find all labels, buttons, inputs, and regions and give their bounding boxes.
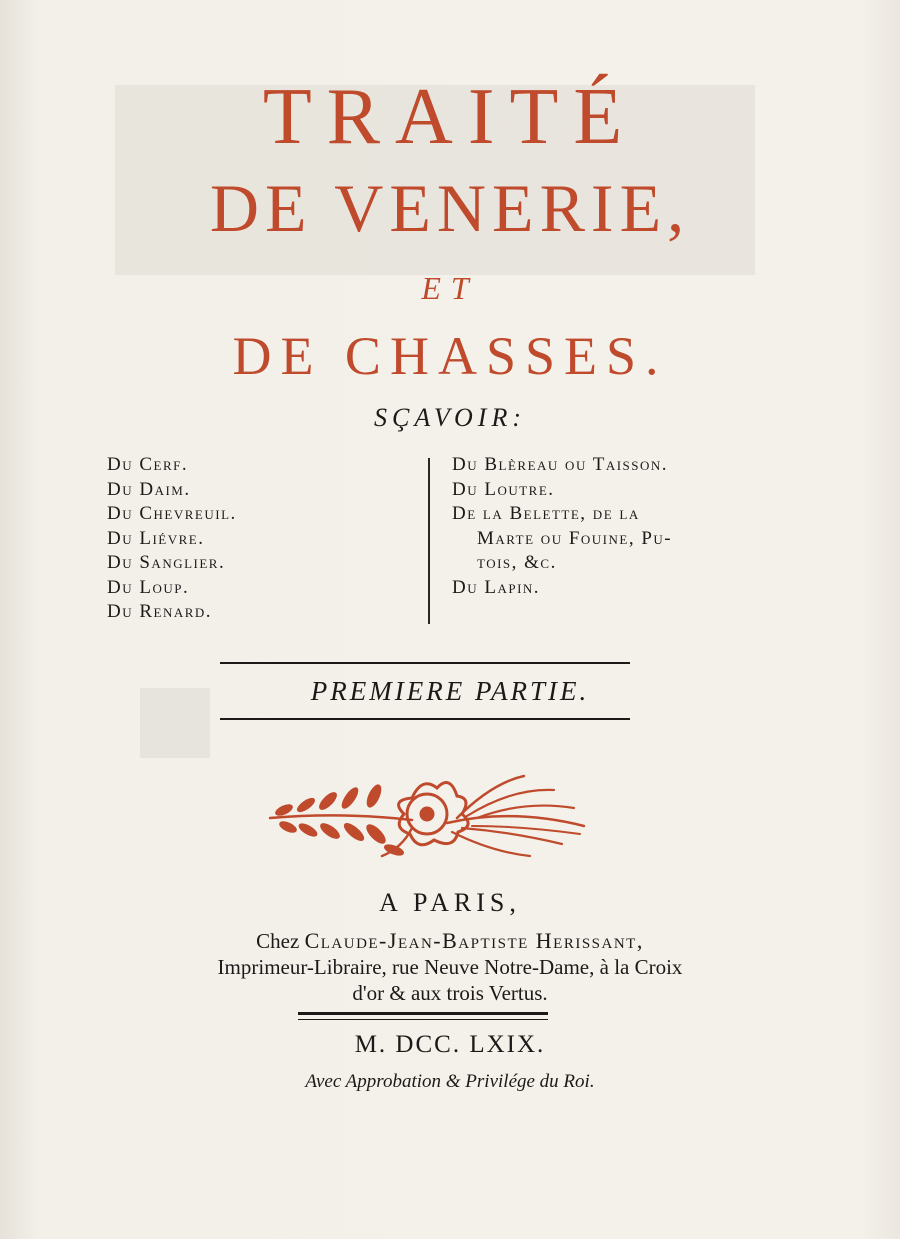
title-line-venerie: DE VENERIE, — [209, 170, 691, 246]
column-divider — [428, 458, 430, 624]
contents-item: Du Renard. — [107, 601, 213, 622]
imprint-line3: d'or & aux trois Vertus. — [352, 981, 548, 1005]
contents-item: Du Daim. — [107, 478, 191, 500]
contents-item: Du Blèreau ou Taisson. — [452, 454, 669, 475]
imprint-chez: Chez — [256, 929, 300, 953]
imprint-printer: Claude-Jean-Baptiste Herissant, — [304, 928, 644, 953]
contents-item: Du Loutre. — [452, 478, 555, 500]
contents-item: Du Lapin. — [452, 576, 541, 598]
contents-item: Du Chevreuil. — [107, 503, 237, 524]
contents-item: Du Loup. — [107, 576, 190, 598]
imprint-address — [0, 928, 900, 1006]
subtitle-scavoir: SÇAVOIR: — [373, 403, 526, 432]
contents-item: De la Belette, de la — [452, 503, 640, 524]
rule-double-thin — [298, 1019, 548, 1020]
title-line-chasses: DE CHASSES. — [232, 326, 668, 386]
part-heading: PREMIERE PARTIE. — [310, 676, 590, 706]
approbation-line: Avec Approbation & Privilége du Roi. — [305, 1071, 595, 1092]
contents-item: Marte ou Fouine, Pu- — [477, 527, 673, 549]
contents-item: Du Sanglier. — [107, 552, 226, 573]
contents-item: Du Liévre. — [107, 527, 205, 549]
contents-left-column — [107, 453, 412, 625]
title-line-traite: TRAITÉ — [262, 73, 638, 161]
imprint-date: M. DCC. LXIX. — [354, 1031, 546, 1058]
rule-double-thick — [298, 1012, 548, 1015]
rule-bottom — [220, 718, 630, 720]
rule-top — [220, 662, 630, 664]
title-line-et: ET — [421, 270, 479, 306]
imprint-line2: Imprimeur-Libraire, rue Neuve Notre-Dame, à la Croix — [217, 955, 683, 979]
contents-item: tois, &c. — [477, 552, 557, 573]
contents-item: Du Cerf. — [107, 454, 189, 475]
floral-ornament-icon — [262, 768, 590, 860]
imprint-city: A PARIS, — [379, 888, 521, 917]
contents-right-column — [452, 453, 772, 600]
